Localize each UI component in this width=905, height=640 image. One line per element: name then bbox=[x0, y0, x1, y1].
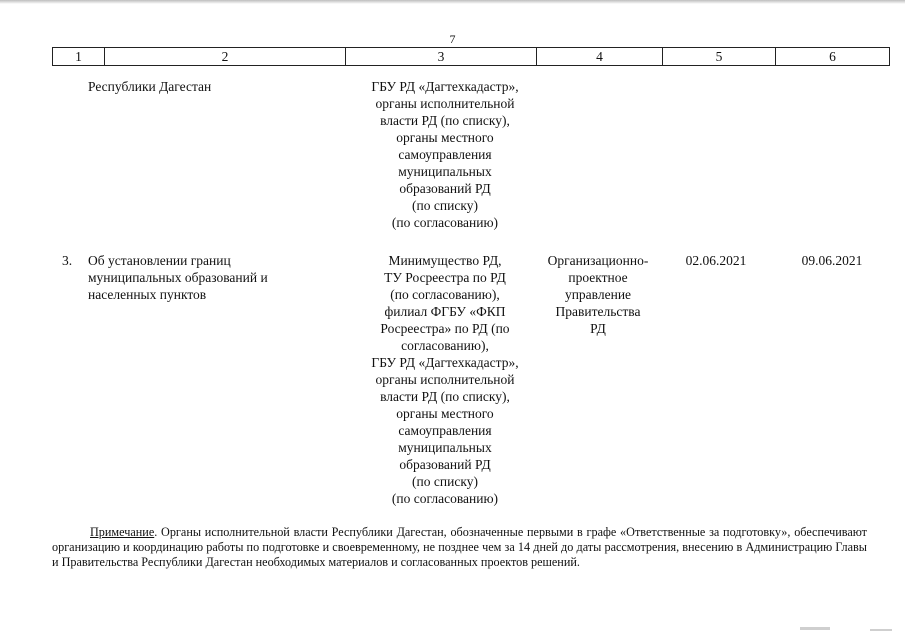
header-col-1: 1 bbox=[53, 48, 105, 66]
responsible-line: власти РД (по списку), bbox=[380, 113, 510, 128]
responsible-line: власти РД (по списку), bbox=[380, 389, 510, 404]
header-col-6: 6 bbox=[776, 48, 890, 66]
page-number: 7 bbox=[449, 32, 456, 46]
responsible-line: (по списку) bbox=[412, 198, 478, 213]
responsible-line: Минимущество РД, bbox=[388, 253, 502, 268]
executor-line: Правительства bbox=[555, 304, 641, 319]
responsible-line: муниципальных bbox=[398, 164, 492, 179]
header-col-2: 2 bbox=[105, 48, 346, 66]
responsible-line: ТУ Росреестра по РД bbox=[384, 270, 506, 285]
responsible-line: (по списку) bbox=[412, 474, 478, 489]
header-col-3: 3 bbox=[346, 48, 537, 66]
name-line: Об установлении границ bbox=[88, 253, 231, 268]
responsible-line: муниципальных bbox=[398, 440, 492, 455]
row-3-number: 3. bbox=[62, 253, 73, 268]
header-col-4: 4 bbox=[537, 48, 663, 66]
row-3-responsible bbox=[345, 252, 545, 507]
row-3-name bbox=[88, 252, 328, 303]
responsible-line: Росреестра» по РД (по bbox=[380, 321, 510, 336]
responsible-line: филиал ФГБУ «ФКП bbox=[384, 304, 506, 319]
name-line: муниципальных образований и bbox=[88, 270, 268, 285]
column-number-header bbox=[52, 47, 890, 66]
executor-line: управление bbox=[564, 287, 632, 302]
responsible-line: ГБУ РД «Дагтехкадастр», bbox=[371, 355, 519, 370]
executor-line: проектное bbox=[568, 270, 628, 285]
name-line: населенных пунктов bbox=[88, 287, 207, 302]
row-3-executor bbox=[536, 252, 660, 337]
responsible-line: согласованию), bbox=[401, 338, 489, 353]
header-col-5: 5 bbox=[663, 48, 776, 66]
row-3-date-review: 09.06.2021 bbox=[801, 253, 863, 268]
row-continued-name bbox=[88, 78, 328, 95]
responsible-line: (по согласованию) bbox=[391, 491, 499, 506]
scan-speck bbox=[870, 629, 892, 631]
scan-edge bbox=[0, 0, 905, 4]
responsible-line: самоуправления bbox=[398, 423, 492, 438]
row-continued-responsible bbox=[345, 78, 545, 231]
row-3-date-submit: 02.06.2021 bbox=[685, 253, 747, 268]
responsible-line: ГБУ РД «Дагтехкадастр», bbox=[371, 79, 519, 94]
executor-line: РД bbox=[590, 321, 606, 336]
responsible-line: образований РД bbox=[399, 181, 491, 196]
responsible-line: органы исполнительной bbox=[375, 96, 515, 111]
responsible-line: (по согласованию), bbox=[390, 287, 500, 302]
note-label: Примечание bbox=[90, 525, 155, 539]
name-line: Республики Дагестан bbox=[88, 79, 212, 94]
responsible-line: органы местного bbox=[396, 406, 494, 421]
note-text: . Органы исполнительной власти Республики Дагестан, обозначенные первыми в графе «Ответственные за подготовку», обеспечивают организацию и координацию работы по подготовке и своевременному, не позднее чем за 14 дней до даты рассмотрения, внесению в Администрацию Главы и Правительства Республики Дагестан необходимых материалов и согласованных проектов решений. bbox=[52, 525, 867, 569]
responsible-line: органы исполнительной bbox=[375, 372, 515, 387]
responsible-line: органы местного bbox=[396, 130, 494, 145]
note-paragraph bbox=[52, 525, 867, 570]
executor-line: Организационно- bbox=[547, 253, 649, 268]
scan-speck bbox=[800, 627, 830, 630]
responsible-line: (по согласованию) bbox=[391, 215, 499, 230]
responsible-line: самоуправления bbox=[398, 147, 492, 162]
responsible-line: образований РД bbox=[399, 457, 491, 472]
